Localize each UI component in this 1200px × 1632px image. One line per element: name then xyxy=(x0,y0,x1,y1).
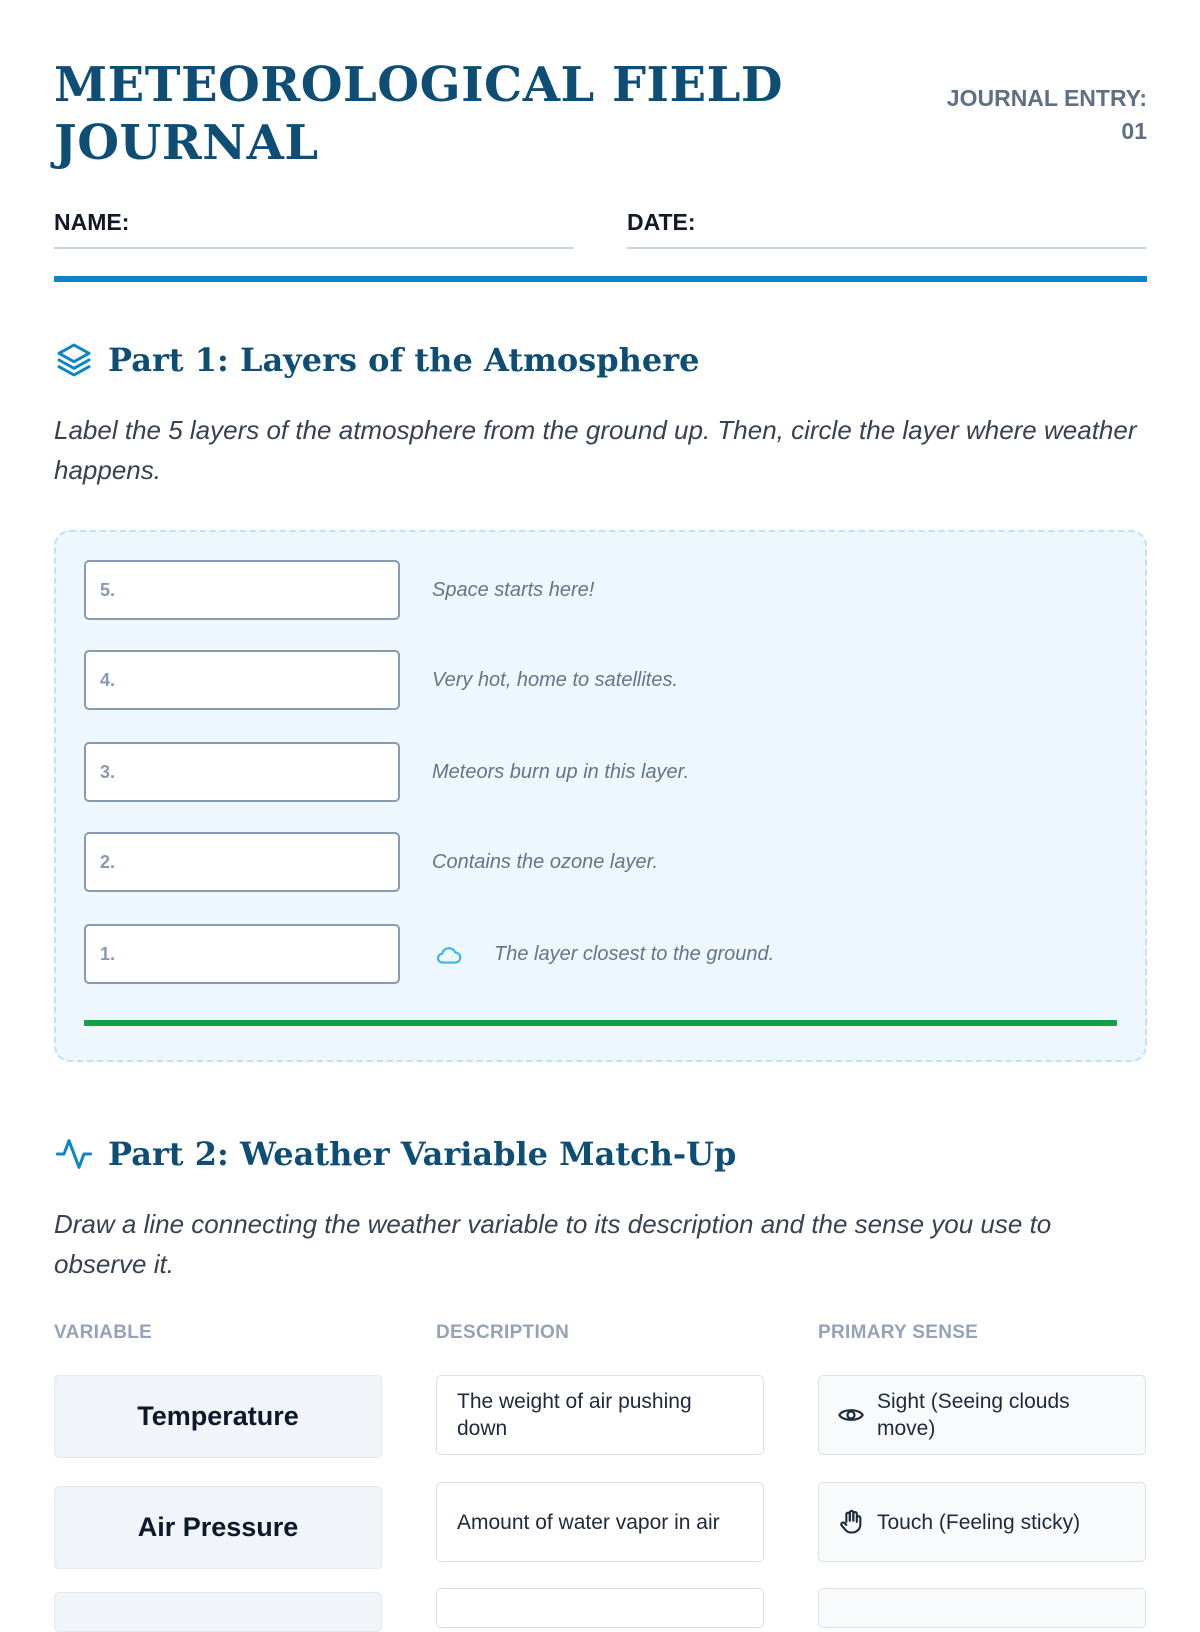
variable-card[interactable] xyxy=(54,1592,382,1632)
entry-number: 01 xyxy=(1121,118,1147,144)
variable-card[interactable]: Temperature xyxy=(54,1375,382,1458)
layer-answer-box[interactable]: 1. xyxy=(84,924,400,984)
journal-header xyxy=(54,56,1147,176)
header-divider xyxy=(54,276,1147,282)
column-header-sense: PRIMARY SENSE xyxy=(818,1322,979,1343)
description-card[interactable]: Amount of water vapor in air xyxy=(436,1482,764,1562)
column-header-description: DESCRIPTION xyxy=(436,1322,570,1343)
variable-card[interactable]: Air Pressure xyxy=(54,1486,382,1569)
layer-row xyxy=(84,742,1114,806)
sense-card[interactable] xyxy=(818,1375,1146,1455)
description-card[interactable]: The weight of air pushing down xyxy=(436,1375,764,1455)
layer-answer-box[interactable]: 3. xyxy=(84,742,400,802)
date-field[interactable] xyxy=(627,205,1147,249)
layer-answer-box[interactable]: 2. xyxy=(84,832,400,892)
layer-row xyxy=(84,832,1114,896)
layers-icon xyxy=(54,340,94,380)
ground-line xyxy=(84,1020,1117,1026)
sense-card[interactable] xyxy=(818,1482,1146,1562)
layer-hint: The layer closest to the ground. xyxy=(494,943,775,965)
name-field[interactable] xyxy=(54,205,574,249)
column-header-variable: VARIABLE xyxy=(54,1322,153,1343)
layer-hint: Space starts here! xyxy=(432,579,595,601)
part2-title: Part 2: Weather Variable Match-Up xyxy=(108,1135,737,1173)
layer-answer-box[interactable]: 4. xyxy=(84,650,400,710)
atmosphere-diagram xyxy=(54,530,1147,1062)
date-label: DATE: xyxy=(627,209,696,235)
description-card[interactable] xyxy=(436,1588,764,1628)
student-fields xyxy=(54,205,1147,249)
title-line-2: JOURNAL xyxy=(54,115,319,171)
part1-heading xyxy=(54,338,699,382)
part1-instructions: Label the 5 layers of the atmosphere from the ground up. Then, circle the layer where weather happens. xyxy=(54,415,1137,485)
eye-icon xyxy=(837,1401,865,1429)
entry-label: JOURNAL ENTRY: xyxy=(946,85,1147,111)
sense-card[interactable] xyxy=(818,1588,1146,1628)
cloud-icon xyxy=(432,940,466,970)
sense-label: Touch (Feeling sticky) xyxy=(877,1510,1081,1534)
name-label: NAME: xyxy=(54,209,130,235)
layer-answer-box[interactable]: 5. xyxy=(84,560,400,620)
title-line-1: METEOROLOGICAL FIELD xyxy=(54,57,783,113)
layer-row xyxy=(84,560,1114,624)
journal-entry xyxy=(947,82,1147,148)
layer-hint: Meteors burn up in this layer. xyxy=(432,761,690,783)
part1-title: Part 1: Layers of the Atmosphere xyxy=(108,341,700,379)
hand-icon xyxy=(837,1508,865,1536)
layer-hint: Contains the ozone layer. xyxy=(432,851,659,873)
page-title xyxy=(54,56,794,172)
sense-label: Sight (Seeing clouds move) xyxy=(877,1390,1070,1440)
activity-icon xyxy=(54,1134,94,1174)
layer-hint: Very hot, home to satellites. xyxy=(432,669,679,691)
part2-instructions: Draw a line connecting the weather variable to its description and the sense you use to observe it. xyxy=(54,1209,1052,1279)
part2-heading xyxy=(54,1132,736,1176)
layer-row xyxy=(84,650,1114,714)
layer-row xyxy=(84,924,1114,988)
